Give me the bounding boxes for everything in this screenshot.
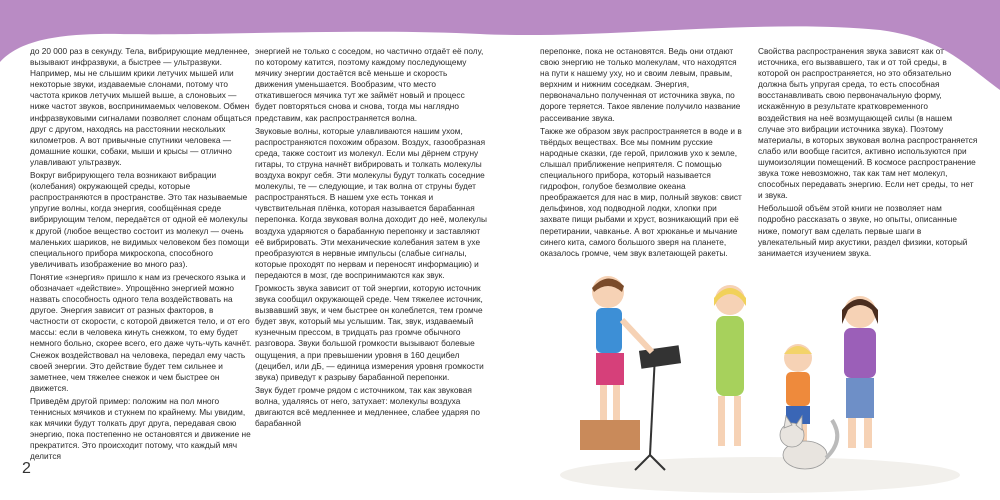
paragraph: Свойства распространения звука зависят как от источника, его вызвавшего, так и от той среды, в которой он распространяется, но это обязательно должна быть упругая среда, то есть способная восстанавливать свою первоначальную форму, искажённую в результате кратковременного воздействия на неё возмущающей силы (в нашем случае это вибрации источника звука). Поэтому материалы, в которых звуковая волна распространяется слабо или вообще гасится, активно используются при шумоизоляции помещений. В космосе распространение звука тоже невозможно, так как там нет молекул, способных передавать энергию. Если нет среды, то нет и звука. (758, 46, 978, 201)
paragraph: Вокруг вибрирующего тела возникают вибрации (колебания) окружающей среды, которые распространяются в пространстве. Это так называемые упругие волны, когда энергия, сообщённая среде вибрирующим телом, передаётся от одной её молекулы к другой (любое вещество состоит из молекул — очень маленьких шариков, не видимых человеком без помощи специального прибора микроскопа, способного увеличивать изображение во много раз). (30, 170, 249, 269)
girl-figure (714, 285, 746, 446)
dark-hair-girl-figure (842, 296, 878, 448)
boy-figure (592, 276, 652, 420)
paragraph: Также же образом звук распространяется в воде и в твёрдых веществах. Все мы помним русские народные сказки, где герой, приложив ухо к земле, слышал приближение неприятеля. С помощью специального прибора, который называется гидрофон, голубое безмолвие океана преображается для нас в мир, полный звуков: свист дельфинов, ход подводной лодки, хлопки при захвате пищи рыбами и хруст, возникающий при её перетирании, чавканье. А вот хрюканье и мычание синего кита, самого большого зверя на планете, оказалось громче, чем звук взлетающей ракеты. (540, 125, 742, 258)
children-illustration (560, 270, 1000, 500)
paragraph: перепонке, пока не остановятся. Ведь они отдают свою энергию не только молекулам, что находятся на пути к нашему уху, но и своим левым, правым, верхним и нижним соседкам. Энергия, первоначально полученная от источника звука, по дороге теряется. Такое явление получило название рассеивание звука. (540, 46, 741, 123)
music-stand-icon (635, 345, 681, 470)
paragraph: Громкость звука зависит от той энергии, которую источник звука сообщил окружающей среде. Чем тяжелее источник, вызвавший звук, и чем быстрее он колеблется, тем громче будет звук, который мы услышим. Так, звук, издаваемый кузнечным прессом, в тридцать раз громче обычного разговора. Звуки большой громкости вызывают болевые ощущения, а при превышении уровня в 160 децибел (децибел, или дБ, — единица измерения уровня громкости звука) приведут к разрыву барабанной перепонки. (255, 282, 484, 382)
paragraph: Понятие «энергия» пришло к нам из греческого языка и обозначает «действие». Упрощённо энергией можно назвать способность одного тела воздействовать на другое. Энергия зависит от разных факторов, в частности от скорости, с которой движется тело, и от его массы: если в человека кинуть снежком, то ему будет немного больно, скорее всего, его даже чуть-чуть качнёт. Снежок воздействовал на человека, передал ему часть своей энергии. Это действие будет тем сильнее и заметнее, чем тяжелее снежок и чем быстрее он движется. (30, 271, 252, 393)
paragraph: до 20 000 раз в секунду. Тела, вибрирующие медленнее, вызывают инфразвуки, а быстрее — ультразвуки. Например, мы не слышим крики летучих мышей или некоторые звуки, издаваемые слонами, потому что частота криков летучих мышей выше, а слоновьих — ниже частот звуков, воспринимаемых человеком. Обмен инфразвуковыми сигналами позволяет слонам общаться друг с другом, находясь на расстоянии нескольких километров. А вот привычные спутники человека — домашние кошки, собаки, мыши и крысы — отлично улавливают ультразвук. (30, 46, 252, 167)
text-column-3 (540, 46, 747, 261)
paragraph: энергией не только с соседом, но частично отдаёт её полу, по которому катится, поэтому каждому последующему мячику энергии достаётся всё меньше и скорость движения уменьшается. Вообразим, что место откатившегося мячика тут же займёт новый и процесс будет повторяться снова и снова, тогда мы наглядно представим, как распространяется волна. (255, 46, 484, 123)
paragraph: Звуковые волны, которые улавливаются нашим ухом, распространяются похожим образом. Воздух, газообразная среда, также состоит из молекул. Если мы дёрнем струну гитары, то струна начнёт вибрировать и толкать молекулы воздуха вокруг себя. Эти молекулы будут толкать соседние молекулы, те — следующие, и так волна от струны будет распространяться. В нашем ухе есть тонкая и чувствительная плёнка, которая называется барабанная перепонка. Когда звуковая волна доходит до неё, молекулы воздуха ударяются о барабанную перепонку и заставляют её вибрировать. Эти механические колебания затем в ухе преобразуются в нервные импульсы (слабые сигналы, которые проходят по нервам и переносят информацию) и передаются в мозг, где воспринимаются как звук. (255, 125, 487, 280)
paragraph: Небольшой объём этой книги не позволяет нам подробно рассказать о звуке, но опыты, описанные ниже, помогут вам сделать первые шаги в увлекательный мир акустики, раздел физики, который занимается изучением звука. (758, 203, 968, 258)
paragraph: Звук будет громче рядом с источником, так как звуковая волна, удаляясь от него, затухает: молекулы воздуха двигаются всё медленнее и медленнее, слабее ударяя по барабанной (255, 384, 480, 429)
page-number: 2 (22, 460, 31, 477)
paragraph: Приведём другой пример: положим на пол много теннисных мячиков и стукнем по крайнему. Мы увидим, как мячики будут толкать друг друга, передавая свою энергию, пока постепенно не остановятся и движение не прекратится. Это происходит потому, что каждый мяч делится (30, 395, 251, 462)
wooden-box (580, 420, 640, 450)
text-column-2 (255, 46, 487, 431)
text-column-1 (30, 46, 252, 464)
text-column-4 (758, 46, 978, 261)
